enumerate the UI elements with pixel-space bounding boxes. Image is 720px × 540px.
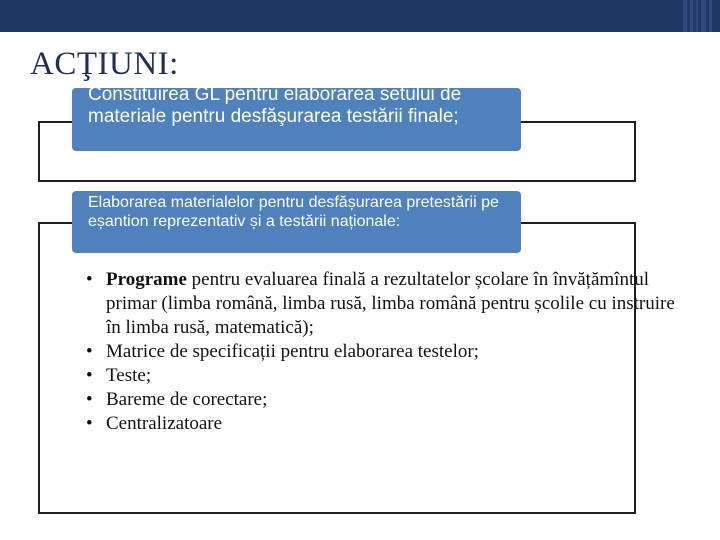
bullet-icon: • bbox=[86, 413, 93, 434]
list-item-text: Matrice de specificații pentru elaborarea testelor; bbox=[106, 341, 479, 362]
list-item-text: Bareme de corectare; bbox=[106, 389, 268, 410]
action-box-1 bbox=[72, 88, 521, 151]
list-item-text: pentru evaluarea finală a rezultatelor școlare în învățămîntul primar (limba română, limba rusă, limba română pentru școlile cu instruire în limba rusă, matematică); bbox=[106, 269, 675, 338]
list-item-bold: Programe bbox=[106, 269, 187, 290]
bullet-icon: • bbox=[86, 341, 93, 362]
list-item bbox=[86, 364, 686, 388]
bullet-icon: • bbox=[86, 269, 93, 290]
list-item bbox=[86, 268, 686, 340]
list-item bbox=[86, 412, 686, 436]
bullet-list bbox=[86, 268, 686, 436]
bullet-content bbox=[86, 268, 686, 436]
header-stripes bbox=[680, 0, 720, 32]
slide-title: ACŢIUNI: bbox=[30, 46, 179, 82]
list-item-text: Teste; bbox=[106, 365, 152, 386]
action-box-2 bbox=[72, 191, 521, 253]
list-item bbox=[86, 388, 686, 412]
list-item-text: Centralizatoare bbox=[106, 413, 223, 434]
header-bar bbox=[0, 0, 720, 32]
list-item bbox=[86, 340, 686, 364]
bullet-icon: • bbox=[86, 389, 93, 410]
bullet-icon: • bbox=[86, 365, 93, 386]
action-box-1-text: Constituirea GL pentru elaborarea setului de materiale pentru desfăşurarea testării finale; bbox=[88, 88, 462, 127]
action-box-2-text: Elaborarea materialelor pentru desfășurarea pretestării pe eșantion reprezentativ și a testării naționale: bbox=[88, 194, 499, 230]
